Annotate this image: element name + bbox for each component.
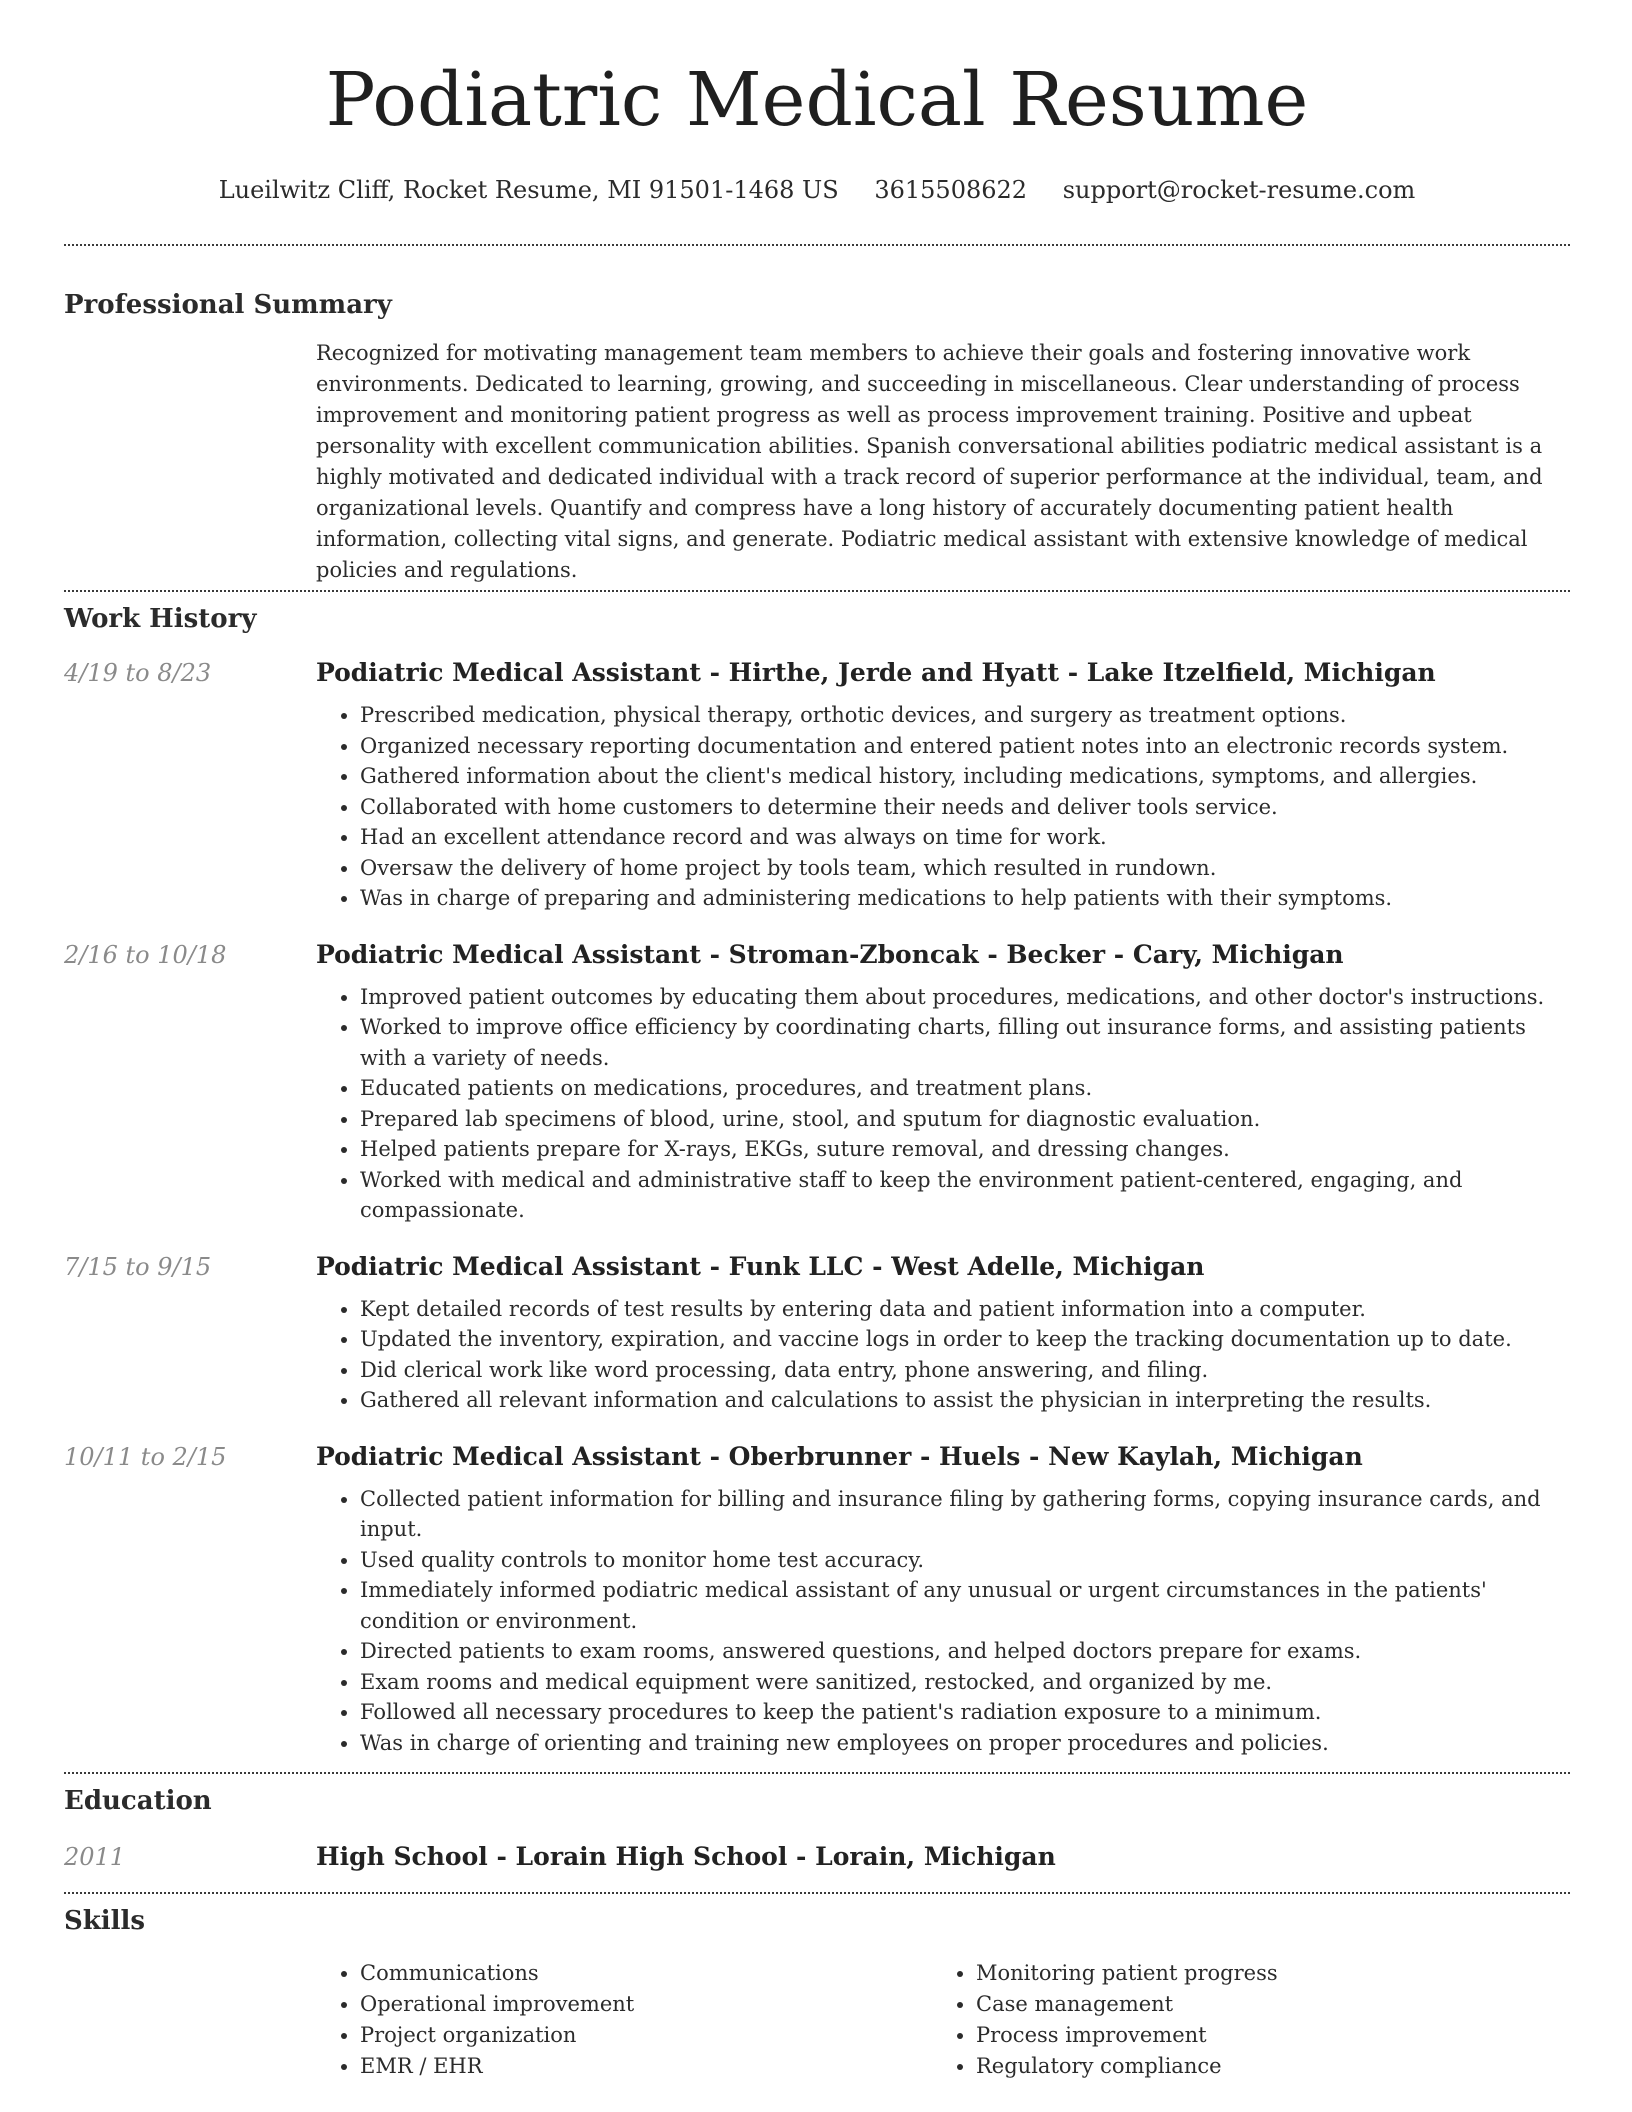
list-item: • Communications [360, 1958, 932, 1989]
job-dates: 4/19 to 8/23 [64, 659, 212, 687]
list-item: • Prepared lab specimens of blood, urine, stool, and sputum for diagnostic evaluation. [360, 1104, 1570, 1135]
skills-lists [316, 1958, 1570, 2082]
skills-list-left [316, 1958, 932, 2082]
list-item: • Worked with medical and administrative staff to keep the environment patient-centered, engaging, and compassionate. [360, 1165, 1570, 1226]
list-item: • Gathered all relevant information and calculations to assist the physician in interpreting the results. [360, 1385, 1570, 1416]
list-item: • Improved patient outcomes by educating them about procedures, medications, and other doctor's instructions. [360, 982, 1570, 1013]
contact-line [64, 174, 1570, 206]
section-title-work: Work History [64, 604, 257, 634]
job-entry [64, 938, 1570, 1226]
job-dates: 2/16 to 10/18 [64, 940, 227, 969]
list-item: • Was in charge of preparing and administering medications to help patients with their symptoms. [360, 883, 1570, 914]
list-item: • Did clerical work like word processing, data entry, phone answering, and filing. [360, 1355, 1570, 1386]
list-item: • EMR / EHR [360, 2051, 932, 2082]
job-dates: 7/15 to 9/15 [64, 1252, 212, 1281]
work-section [64, 602, 1570, 1758]
list-item: • Had an excellent attendance record and was always on time for work. [360, 822, 1570, 853]
list-item: • Directed patients to exam rooms, answered questions, and helped doctors prepare for exams. [360, 1636, 1570, 1667]
section-title-skills: Skills [64, 1906, 146, 1936]
divider [64, 1892, 1570, 1894]
list-item: • Process improvement [976, 2020, 1476, 2051]
list-item: • Regulatory compliance [976, 2051, 1476, 2082]
job-bullets [316, 1294, 1570, 1416]
job-bullets [316, 1484, 1570, 1759]
list-item: • Helped patients prepare for X-rays, EKGs, suture removal, and dressing changes. [360, 1134, 1570, 1165]
job-entry [64, 656, 1570, 914]
list-item: • Kept detailed records of test results by entering data and patient information into a computer. [360, 1294, 1570, 1325]
list-item: • Oversaw the delivery of home project by tools team, which resulted in rundown. [360, 853, 1570, 884]
list-item: • Educated patients on medications, procedures, and treatment plans. [360, 1073, 1570, 1104]
list-item: • Prescribed medication, physical therapy, orthotic devices, and surgery as treatment options. [360, 700, 1570, 731]
resume-page [64, 0, 1570, 2082]
list-item: • Operational improvement [360, 1989, 932, 2020]
resume-name: Podiatric Medical Resume [325, 57, 1309, 143]
job-heading: Podiatric Medical Assistant - Funk LLC - West Adelle, Michigan [316, 1251, 1205, 1281]
job-entry [64, 1250, 1570, 1416]
education-section [64, 1784, 1570, 1874]
list-item: • Collected patient information for billing and insurance filing by gathering forms, copying insurance cards, and input. [360, 1484, 1570, 1545]
contact-email: support@rocket-resume.com [1062, 176, 1416, 204]
job-entry [64, 1440, 1570, 1759]
list-item: • Exam rooms and medical equipment were sanitized, restocked, and organized by me. [360, 1667, 1570, 1698]
summary-section [64, 288, 1570, 586]
list-item: • Project organization [360, 2020, 932, 2051]
section-title-summary: Professional Summary [64, 290, 392, 320]
job-heading: Podiatric Medical Assistant - Stroman-Zboncak - Becker - Cary, Michigan [316, 939, 1344, 969]
summary-text: Recognized for motivating management team members to achieve their goals and fostering innovative work environments. Dedicated to learning, growing, and succeeding in miscellaneous. Clear understanding of process improvement and monitoring patient progress as well as process improvement training. Positive and upbeat personality with excellent communication abilities. Spanish conversational abilities podiatric medical assistant is a highly motivated and dedicated individual with a track record of superior performance at the individual, team, and organizational levels. Quantify and compress have a long history of accurately documenting patient health information, collecting vital signs, and generate. Podiatric medical assistant with extensive knowledge of medical policies and regulations. [316, 341, 1543, 582]
list-item: • Gathered information about the client's medical history, including medications, symptoms, and allergies. [360, 761, 1570, 792]
list-item: • Worked to improve office efficiency by coordinating charts, filling out insurance forms, and assisting patients with a variety of needs. [360, 1012, 1570, 1073]
contact-phone: 3615508622 [874, 176, 1028, 204]
section-title-education: Education [64, 1786, 212, 1816]
list-item: • Case management [976, 1989, 1476, 2020]
contact-address: Lueilwitz Cliff, Rocket Resume, MI 91501-1468 US [218, 176, 839, 204]
skills-section [64, 1904, 1570, 2082]
job-heading: Podiatric Medical Assistant - Hirthe, Jerde and Hyatt - Lake Itzelfield, Michigan [316, 658, 1436, 687]
education-heading: High School - Lorain High School - Lorain, Michigan [316, 1842, 1056, 1871]
education-year: 2011 [64, 1843, 126, 1871]
list-item: • Immediately informed podiatric medical assistant of any unusual or urgent circumstances in the patients' condition or environment. [360, 1575, 1570, 1636]
list-item: • Organized necessary reporting documentation and entered patient notes into an electronic records system. [360, 731, 1570, 762]
list-item: • Was in charge of orienting and training new employees on proper procedures and policies. [360, 1728, 1570, 1759]
list-item: • Collaborated with home customers to determine their needs and deliver tools service. [360, 792, 1570, 823]
job-dates: 10/11 to 2/15 [64, 1442, 227, 1471]
divider [64, 1772, 1570, 1774]
list-item: • Updated the inventory, expiration, and vaccine logs in order to keep the tracking documentation up to date. [360, 1324, 1570, 1355]
list-item: • Followed all necessary procedures to keep the patient's radiation exposure to a minimum. [360, 1697, 1570, 1728]
divider [64, 244, 1570, 246]
job-bullets [316, 700, 1570, 914]
list-item: • Used quality controls to monitor home test accuracy. [360, 1545, 1570, 1576]
job-heading: Podiatric Medical Assistant - Oberbrunner - Huels - New Kaylah, Michigan [316, 1441, 1363, 1471]
list-item: • Monitoring patient progress [976, 1958, 1476, 1989]
skills-list-right [932, 1958, 1476, 2082]
divider [64, 590, 1570, 592]
job-bullets [316, 982, 1570, 1226]
